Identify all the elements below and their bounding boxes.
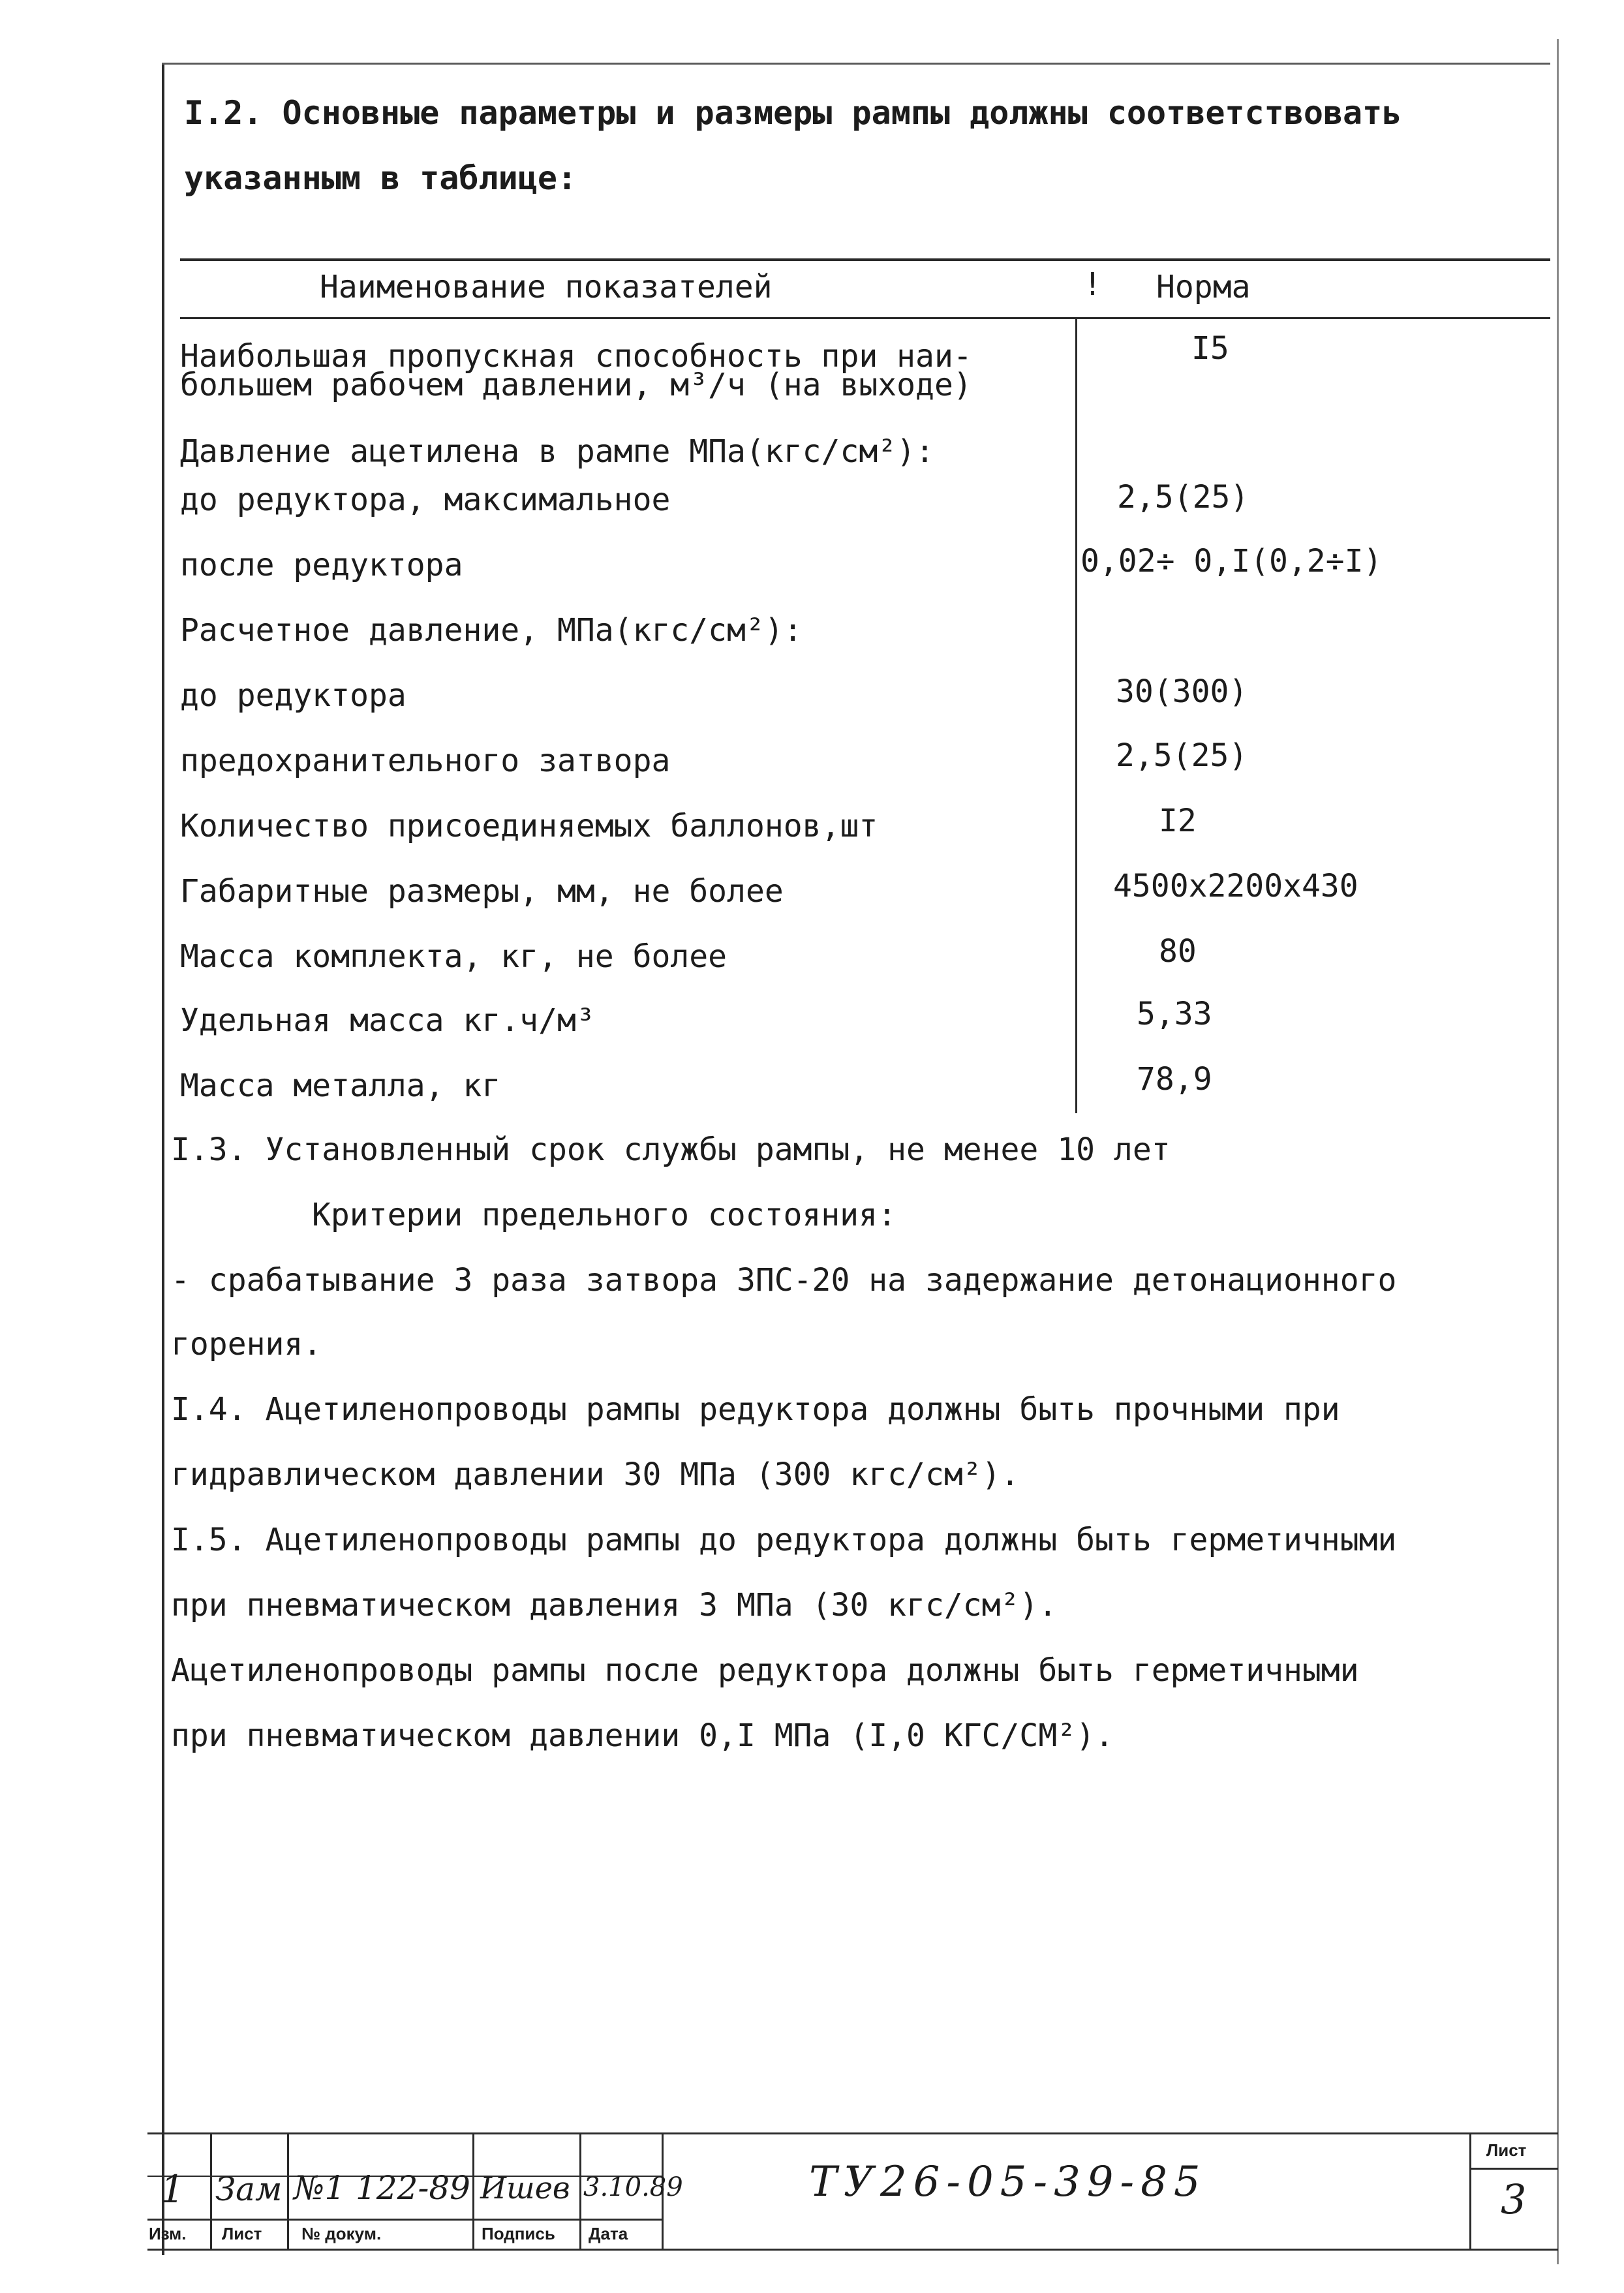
stamp-doc-value: №1 122-89 <box>294 2169 470 2207</box>
table-row-name: предохранительного затвора <box>180 743 671 779</box>
table-row-name: до редуктора <box>180 677 406 714</box>
table-row-name: после редуктора <box>180 547 463 583</box>
table-header-name: Наименование показателей <box>320 269 773 305</box>
table-row-norm: I5 <box>1191 330 1229 367</box>
stamp-sheet-rule <box>1469 2168 1558 2170</box>
paragraph-1-3: I.3. Установленный срок службы рампы, не менее 10 лет <box>171 1131 1171 1168</box>
table-row-name: Масса металла, кг <box>180 1068 501 1104</box>
table-row-norm: 5,33 <box>1137 996 1212 1032</box>
frame-left-border <box>162 63 164 2255</box>
stamp-divider <box>210 2134 212 2250</box>
stamp-sign-label: Подпись <box>482 2224 555 2243</box>
table-header-separator: ! <box>1083 266 1102 303</box>
criteria-heading: Критерии предельного состояния: <box>312 1197 896 1233</box>
table-top-rule <box>180 258 1550 261</box>
table-row-name: Масса комплекта, кг, не более <box>180 938 728 975</box>
paragraph-1-6-line2: при пневматическом давлении 0,I МПа (I,0 КГС/СМ²). <box>171 1717 1114 1754</box>
table-row-norm: 2,5(25) <box>1116 737 1248 774</box>
stamp-izm-value: 1 <box>161 2167 185 2211</box>
criteria-line-1: - срабатывание 3 раза затвора ЗПС-20 на задержание детонационного <box>171 1262 1397 1299</box>
stamp-date-label: Дата <box>589 2224 628 2243</box>
stamp-list-label: Лист <box>222 2224 262 2243</box>
table-row-name: Наибольшая пропускная способность при наи- <box>180 338 972 375</box>
table-row-norm: 4500x2200x430 <box>1113 868 1358 904</box>
table-header-norm: Норма <box>1156 269 1251 305</box>
table-row-name: Расчетное давление, МПа(кгс/см²): <box>180 612 803 649</box>
table-row-norm: 2,5(25) <box>1117 479 1249 516</box>
table-row-name: до редуктора, максимальное <box>180 482 671 518</box>
table-row-name: Количество присоединяемых баллонов,шт <box>180 808 878 844</box>
stamp-doc-label: № докум. <box>301 2224 382 2243</box>
stamp-izm-label: Изм. <box>149 2224 187 2243</box>
table-row-norm: 0,02÷ 0,I(0,2÷I) <box>1080 543 1383 579</box>
table-row-norm: 78,9 <box>1137 1061 1212 1098</box>
stamp-sheet-label: Лист <box>1486 2140 1527 2160</box>
criteria-line-2: горения. <box>171 1326 322 1362</box>
table-column-divider <box>1075 318 1077 1113</box>
paragraph-1-5-line2: при пневматическом давления 3 МПа (30 кгс/см²). <box>171 1587 1058 1624</box>
sheet-number: 3 <box>1501 2176 1527 2223</box>
paragraph-1-5-line1: I.5. Ацетиленопроводы рампы до редуктора должны быть герметичными <box>171 1522 1397 1558</box>
stamp-top-rule <box>147 2132 1558 2134</box>
table-header-rule <box>180 317 1550 319</box>
section-heading-line2: указанным в таблице: <box>184 159 577 197</box>
table-row-name: Давление ацетилена в рампе МПа(кгс/см²): <box>180 433 934 470</box>
paragraph-1-4-line1: I.4. Ацетиленопроводы рампы редуктора должны быть прочными при <box>171 1391 1340 1428</box>
stamp-value-rule <box>147 2219 663 2221</box>
frame-top-border <box>162 63 1550 65</box>
stamp-divider <box>287 2134 289 2250</box>
section-heading-line1: I.2. Основные параметры и размеры рампы должны соответствовать <box>184 94 1402 132</box>
table-row-name: большем рабочем давлении, м³/ч (на выходе) <box>180 367 972 403</box>
stamp-divider <box>1469 2134 1471 2250</box>
frame-right-border <box>1557 39 1559 2264</box>
table-row-name: Габаритные размеры, мм, не более <box>180 873 784 910</box>
paragraph-1-4-line2: гидравлическом давлении 30 МПа (300 кгс/см²). <box>171 1456 1020 1493</box>
table-row-norm: 30(300) <box>1116 673 1248 710</box>
stamp-date-value: 3.10.89 <box>583 2172 683 2202</box>
table-row-name: Удельная масса кг.ч/м³ <box>180 1002 595 1039</box>
stamp-divider <box>579 2134 581 2250</box>
document-designation: ТУ26-05-39-85 <box>809 2158 1207 2206</box>
stamp-signature: Ишев <box>480 2170 570 2206</box>
stamp-list-value: Зам <box>215 2170 283 2208</box>
table-row-norm: 80 <box>1159 933 1197 970</box>
paragraph-1-6-line1: Ацетиленопроводы рампы после редуктора должны быть герметичными <box>171 1652 1359 1689</box>
stamp-divider <box>472 2134 474 2250</box>
stamp-bottom-rule <box>147 2249 1558 2251</box>
table-row-norm: I2 <box>1159 803 1197 839</box>
